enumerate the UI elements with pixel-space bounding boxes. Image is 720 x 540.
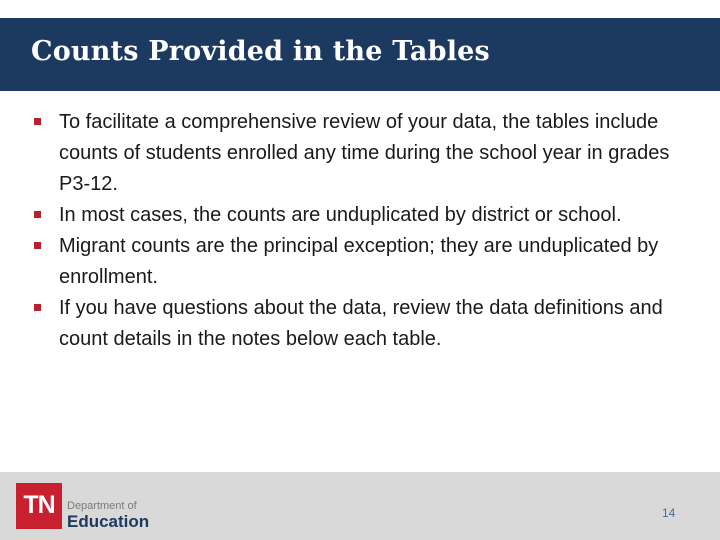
bullet-text: Migrant counts are the principal exception; they are unduplicated by enrollment. (59, 235, 659, 288)
square-bullet-icon (34, 211, 41, 218)
bullet-text: If you have questions about the data, review the data definitions and count details in the notes below each table. (59, 297, 663, 350)
logo-text (67, 480, 149, 531)
bullet-item (34, 293, 704, 355)
bullet-item (34, 231, 704, 293)
logo-department-label: Department of (67, 500, 137, 512)
tn-education-logo (16, 480, 149, 531)
square-bullet-icon (34, 304, 41, 311)
bullet-text: In most cases, the counts are unduplicated by district or school. (59, 204, 622, 226)
square-bullet-icon (34, 242, 41, 249)
slide-title: Counts Provided in the Tables (31, 36, 490, 67)
bullet-list (34, 107, 704, 355)
square-bullet-icon (34, 118, 41, 125)
page-number: 14 (662, 506, 676, 520)
footer-bar (0, 472, 720, 540)
bullet-text: To facilitate a comprehensive review of your data, the tables include counts of students enrolled any time during the school year in grades P3-12. (59, 111, 670, 195)
bullet-item (34, 200, 704, 231)
logo-education-label: Education (67, 512, 150, 531)
tn-logo-mark: TN (16, 483, 62, 529)
bullet-item (34, 107, 704, 200)
